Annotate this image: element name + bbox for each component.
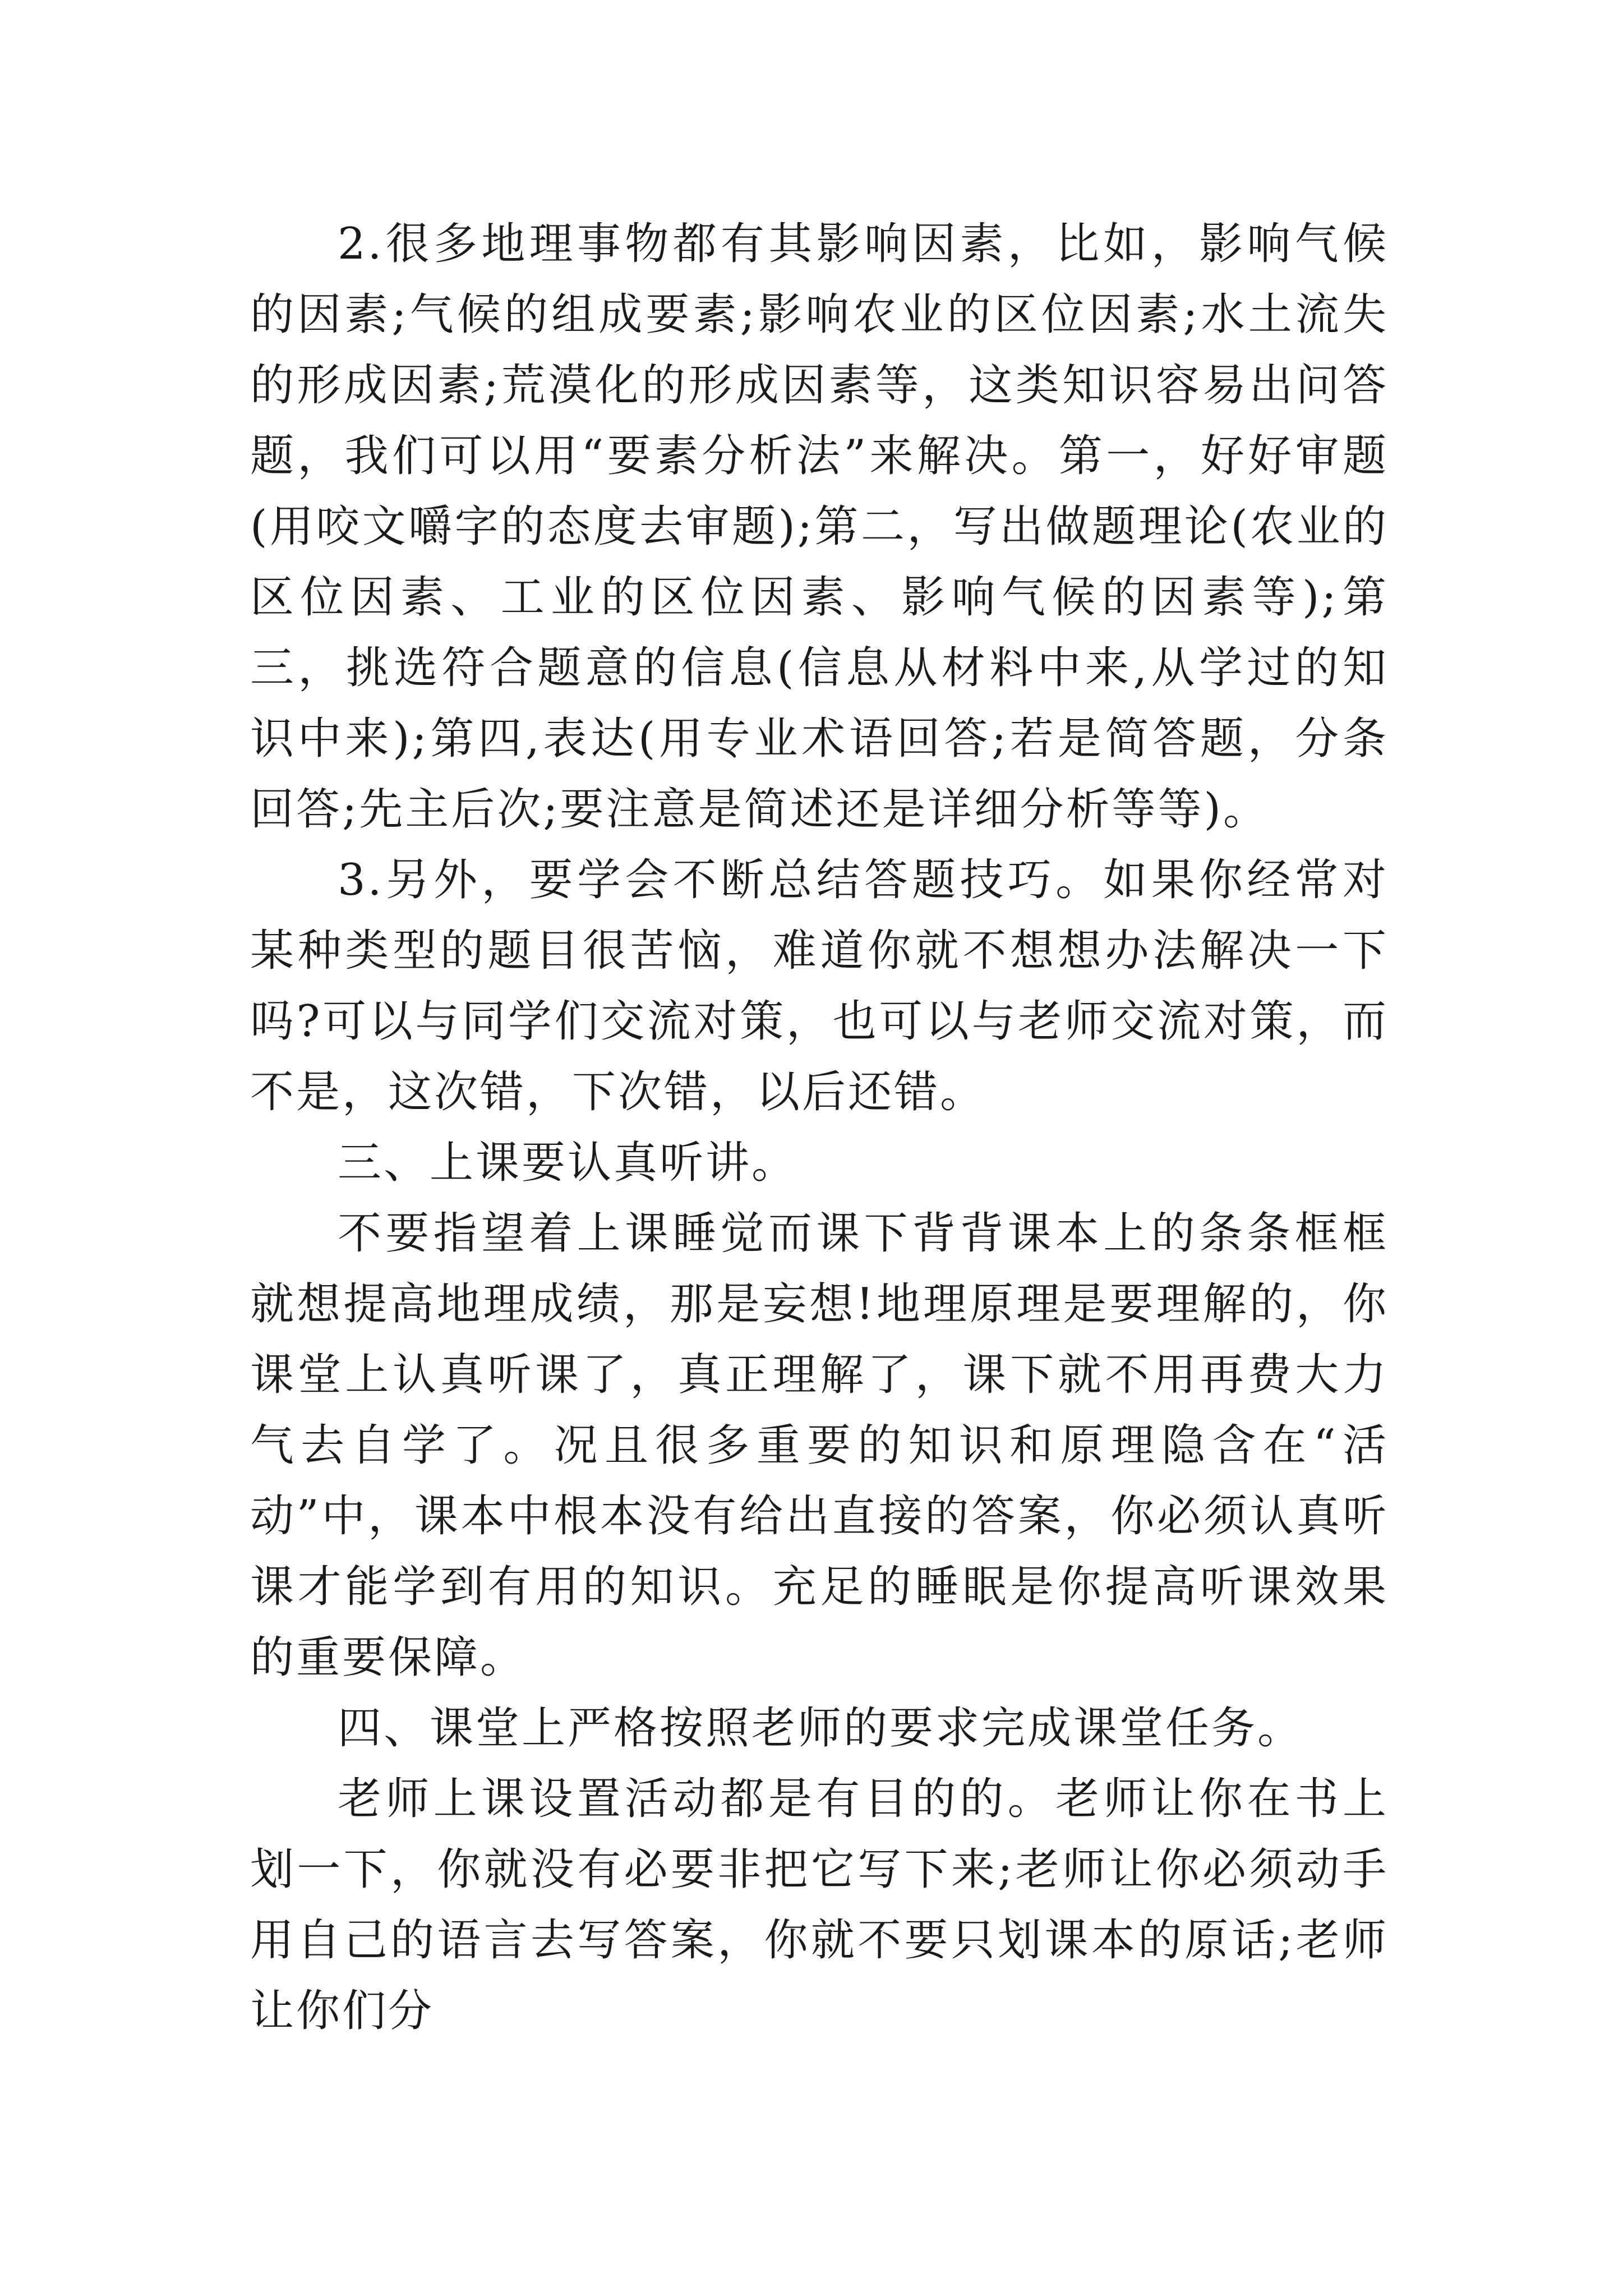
paragraph-listen-in-class: 不要指望着上课睡觉而课下背背课本上的条条框框就想提高地理成绩，那是妄想!地理原理是要理解的，你课堂上认真听课了，真正理解了，课下就不用再费大力气去自学了。况且很多重要的知识和原理隐含在“活动”中，课本中根本没有给出直接的答案，你必须认真听课才能学到有用的知识。充足的睡眠是你提高听课效果的重要保障。 (250, 1208, 1389, 1683)
paragraph-classroom-tasks: 老师上课设置活动都是有目的的。老师让你在书上划一下，你就没有必要非把它写下来;老师让你必须动手用自己的语言去写答案，你就不要只划课本的原话;老师让你们分 (250, 1774, 1389, 2036)
paragraph-answering-method: 2.很多地理事物都有其影响因素，比如，影响气候的因素;气候的组成要素;影响农业的区位因素;水土流失的形成因素;荒漠化的形成因素等，这类知识容易出问答题，我们可以用“要素分析法”来解决。第一，好好审题(用咬文嚼字的态度去审题);第二，写出做题理论(农业的区位因素、工业的区位因素、影响气候的因素等);第三，挑选符合题意的信息(信息从材料中来,从学过的知识中来);第四,表达(用专业术语回答;若是简答题，分条回答;先主后次;要注意是简述还是详细分析等等)。 (250, 219, 1389, 835)
section-heading-listen-in-class: 三、上课要认真听讲。 (338, 1138, 798, 1188)
document-body (250, 209, 1389, 2046)
section-heading-classroom-tasks: 四、课堂上严格按照老师的要求完成课堂任务。 (338, 1703, 1304, 1754)
paragraph-summarize-skills: 3.另外，要学会不断总结答题技巧。如果你经常对某种类型的题目很苦恼，难道你就不想想办法解决一下吗?可以与同学们交流对策，也可以与老师交流对策，而不是，这次错，下次错，以后还错。 (250, 855, 1389, 1117)
